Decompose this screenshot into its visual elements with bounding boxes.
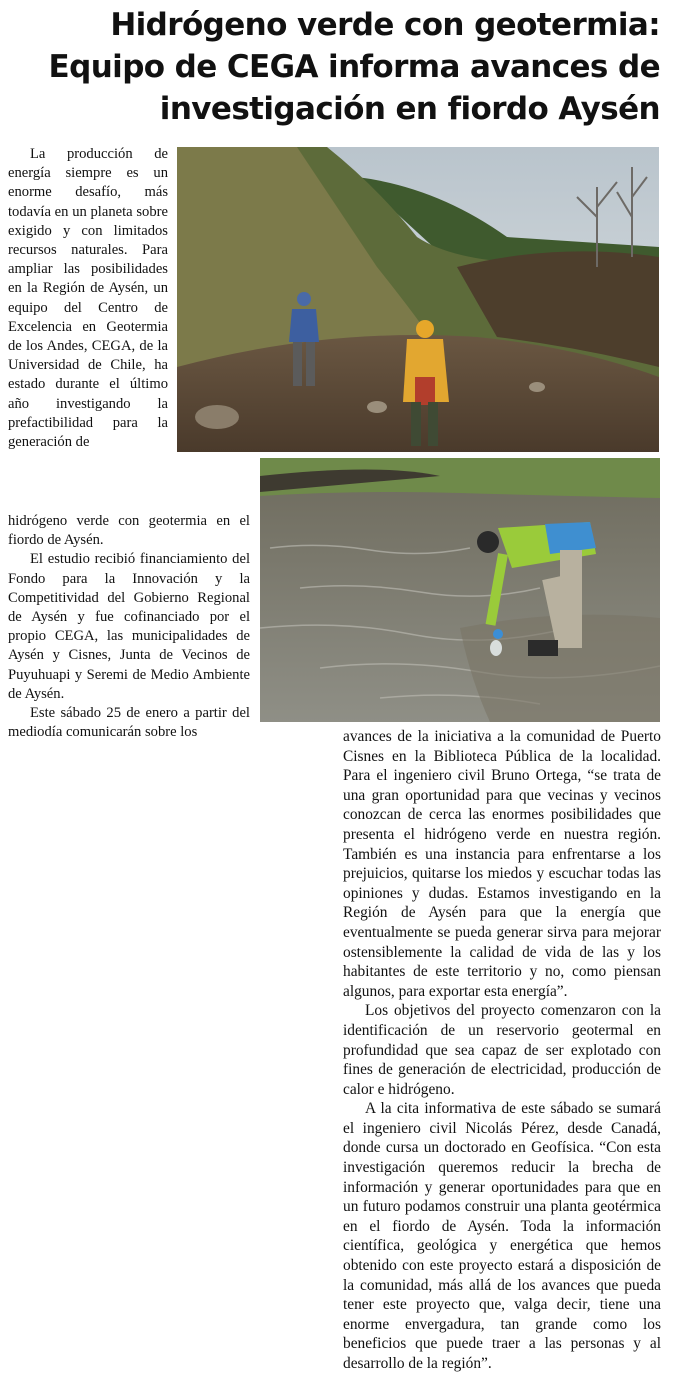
headline-line-2: Equipo de CEGA informa avances de — [48, 49, 660, 85]
paragraph-3-continued: avances de la iniciativa a la comunidad de Puerto Cisnes en la Biblioteca Pública de la localidad. Para el ingeniero civil Bruno Ortega, “se trata de una gran oportunidad para que vecinas y vecinos conozcan de cerca las enormes posibilidades que presenta el hidrógeno verde en nuestra región. También es una instancia para enfrentarse a los prejuicios, quitarse los miedos y escuchar todas las opiniones y dudas. Estamos investigando en la Región de Aysén para que la energía que eventualmente se pueda generar sirva para mejorar ostensiblemente la calidad de vida de las y los habitantes de este territorio y no, como piensan algunos, para exportar esta energía”. — [343, 728, 661, 1000]
headline-line-1: Hidrógeno verde con geotermia: — [110, 7, 660, 43]
hillside-photo-icon — [177, 147, 659, 452]
headline — [14, 4, 660, 130]
paragraph-3-start: Este sábado 25 de enero a partir del mediodía comunicarán sobre los — [8, 705, 250, 741]
paragraph-4: Los objetivos del proyecto comenzaron con la identificación de un reservorio geotermal en profundidad que sea capaz de ser explotado con fines de generación de electricidad, producción de calor e hidrógeno. — [343, 1002, 661, 1098]
paragraph-1-end: hidrógeno verde con geotermia en el fiordo de Aysén. — [8, 513, 250, 549]
photo-hillside-researchers — [177, 147, 659, 452]
paragraph-1: La producción de energía siempre es un enorme desafío, más todavía en un planeta sobre exigido y con limitados recursos naturales. Para ampliar las posibilidades en la Región de Aysén, un equipo del Centro de Excelencia en Geotermia de los Andes, CEGA, de la Universidad de Chile, ha estado durante el último año investigando la prefactibilidad para la generación de — [8, 146, 168, 451]
left-column-lower — [8, 512, 250, 742]
right-column — [343, 727, 661, 1374]
river-photo-icon — [260, 458, 660, 722]
headline-line-3: investigación en fiordo Aysén — [159, 91, 660, 127]
left-column — [8, 145, 250, 741]
paragraph-5: A la cita informativa de este sábado se sumará el ingeniero civil Nicolás Pérez, desde Canadá, donde cursa un doctorado en Geofísica. “Con esta investigación queremos reducir la brecha de información y generar oportunidades para que en un futuro podamos construir una planta geotérmica en el fiordo de Aysén. Toda la información científica, geológica y energética que hemos obtenido con este proyecto estará a disposición de la comunidad, más allá de los avances que pueda tener este proyecto que, valga decir, tiene una enorme envergadura, tan grande como los beneficios que puede traer a las personas y al desarrollo de la región”. — [343, 1100, 661, 1372]
paragraph-2: El estudio recibió financiamiento del Fondo para la Innovación y la Competitividad del Gobierno Regional de Aysén y fue cofinanciado por el propio CEGA, las municipalidades de Aysén y Cisnes, Junta de Vecinos de Puyuhuapi y Seremi de Medio Ambiente de Aysén. — [8, 551, 250, 702]
photo-river-sampling — [258, 456, 662, 724]
